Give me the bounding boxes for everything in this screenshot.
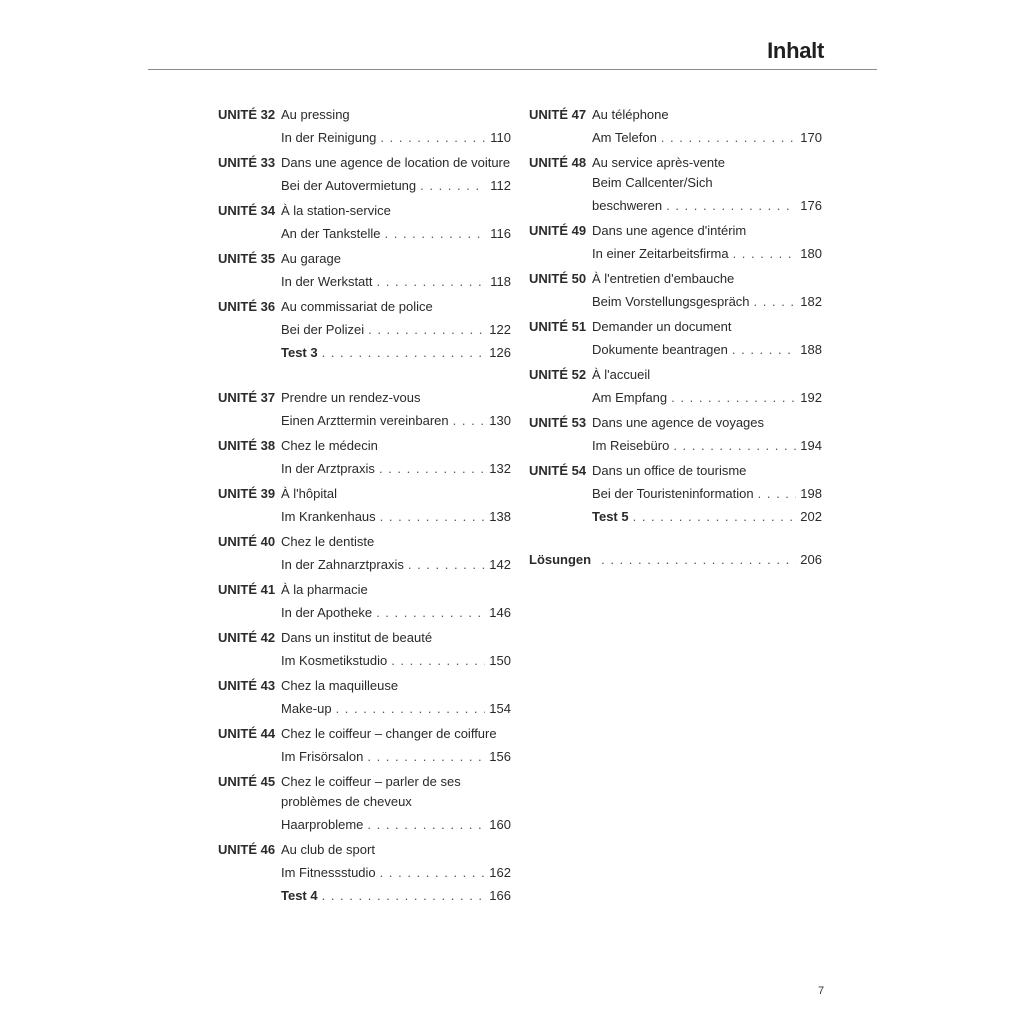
unit-heading[interactable] [218,482,511,504]
unit-number: UNITÉ 48 [529,155,587,170]
dot-leader [385,224,487,244]
toc-entry [218,482,511,527]
dot-leader [379,459,485,479]
toc-line[interactable] [529,196,822,216]
unit-title-fr: Dans une agence de voyages [592,415,765,430]
unit-number: UNITÉ 37 [218,390,276,405]
toc-line[interactable] [218,128,511,148]
unit-heading[interactable] [218,199,511,221]
test-title: Test 4 [281,888,318,903]
page-reference: 116 [490,226,511,241]
toc-entry [529,315,822,360]
unit-heading[interactable] [529,315,822,337]
unit-heading[interactable] [218,626,511,648]
dot-leader [732,340,796,360]
toc-column-left [218,103,511,906]
unit-title-fr: Au club de sport [281,842,375,857]
test-entry[interactable] [218,886,511,906]
toc-line[interactable] [529,484,822,504]
toc-entry [529,219,822,264]
page-reference: 154 [489,701,511,716]
dot-leader [368,320,485,340]
page-reference: 122 [489,322,511,337]
unit-heading[interactable] [218,434,511,456]
page-reference: 176 [800,198,822,213]
unit-title-fr: Chez la maquilleuse [281,678,399,693]
unit-number: UNITÉ 39 [218,486,276,501]
dot-leader [733,244,797,264]
toc-entry [218,838,511,906]
unit-title-de: Am Empfang [592,390,668,405]
unit-title-fr: À la pharmacie [281,582,368,597]
unit-heading[interactable] [529,151,822,173]
unit-title-de: Im Frisörsalon [281,749,364,764]
dot-leader [367,747,485,767]
page-reference: 192 [800,390,822,405]
toc-line[interactable] [218,320,511,340]
unit-title-de: In der Apotheke [281,605,373,620]
page-reference: 202 [800,509,822,524]
toc-line[interactable] [218,863,511,883]
unit-heading[interactable] [218,295,511,317]
dot-leader [673,436,796,456]
dot-leader [380,507,486,527]
page-reference: 112 [490,178,511,193]
unit-number: UNITÉ 33 [218,155,276,170]
unit-title-de: Dokumente beantragen [592,342,728,357]
test-entry[interactable] [218,343,511,363]
toc-entry [218,386,511,431]
toc-entry [529,151,822,216]
unit-number: UNITÉ 46 [218,842,276,857]
page-reference: 146 [489,605,511,620]
page-reference: 110 [490,130,511,145]
unit-heading[interactable] [218,247,511,269]
unit-title-de: Im Fitnessstudio [281,865,376,880]
toc-entry [529,267,822,312]
unit-title-fr: À l'hôpital [281,486,337,501]
page-reference: 194 [800,438,822,453]
unit-heading[interactable] [529,103,822,125]
unit-heading[interactable] [218,530,511,552]
unit-number: UNITÉ 53 [529,415,587,430]
unit-title-de: Im Krankenhaus [281,509,376,524]
unit-title-fr: Au garage [281,251,341,266]
dot-leader [380,128,486,148]
unit-number: UNITÉ 35 [218,251,276,266]
unit-number: UNITÉ 54 [529,463,587,478]
unit-title-fr: Chez le coiffeur – parler de ses problèmes de cheveux [281,774,461,809]
unit-number: UNITÉ 36 [218,299,276,314]
unit-heading[interactable] [529,411,822,433]
dot-leader [336,699,486,719]
unit-title-de: Haarprobleme [281,817,364,832]
unit-heading[interactable] [529,363,822,385]
unit-heading[interactable] [218,722,511,744]
toc-entry [218,151,511,196]
toc-line[interactable] [218,176,511,196]
dot-leader [377,272,487,292]
unit-title-de: Beim Vorstellungsgespräch [592,294,750,309]
unit-title-fr: À l'accueil [592,367,651,382]
unit-title-fr: Au commissariat de police [281,299,433,314]
toc-line[interactable] [529,244,822,264]
dot-leader [408,555,485,575]
toc-line[interactable] [218,272,511,292]
unit-heading[interactable] [218,386,511,408]
unit-heading[interactable] [218,578,511,600]
unit-title-de: In der Zahnarztpraxis [281,557,404,572]
unit-heading[interactable] [218,674,511,696]
page-number: 7 [818,985,825,997]
page-reference: 166 [489,888,511,903]
page-reference: 132 [489,461,511,476]
unit-number: UNITÉ 47 [529,107,587,122]
dot-leader [758,484,797,504]
unit-title-de: Im Reisebüro [592,438,670,453]
unit-title-fr: Chez le dentiste [281,534,375,549]
dot-leader [453,411,486,431]
unit-title-de: Im Kosmetikstudio [281,653,388,668]
unit-title-fr: Dans un institut de beauté [281,630,433,645]
dot-leader [754,292,797,312]
unit-heading[interactable] [218,151,511,173]
page-reference: 188 [800,342,822,357]
unit-number: UNITÉ 38 [218,438,276,453]
unit-number: UNITÉ 52 [529,367,587,382]
toc-line[interactable] [529,292,822,312]
solutions-entry[interactable] [529,550,822,570]
test-title: Test 5 [592,509,629,524]
toc-line[interactable] [218,651,511,671]
unit-title-de: Bei der Polizei [281,322,365,337]
unit-title-de: Make-up [281,701,332,716]
unit-heading[interactable] [529,219,822,241]
toc-column-right [529,103,822,570]
toc-entry [218,626,511,671]
unit-title-fr: Au téléphone [592,107,669,122]
unit-number: UNITÉ 34 [218,203,276,218]
toc-entry [218,770,511,835]
unit-title-de: beschweren [592,198,663,213]
dot-leader [322,886,486,906]
unit-title-fr: Dans une agence de location de voiture [281,155,511,170]
dot-leader [380,863,486,883]
unit-title-fr: Demander un document [592,319,732,334]
toc-entry [529,363,822,408]
unit-title-fr: Dans une agence d'intérim [592,223,747,238]
unit-number: UNITÉ 51 [529,319,587,334]
dot-leader [671,388,796,408]
toc-entry [218,530,511,575]
toc-entry [529,411,822,456]
page-reference: 206 [800,552,822,567]
page-reference: 156 [489,749,511,764]
unit-number: UNITÉ 49 [529,223,587,238]
unit-title-de: An der Tankstelle [281,226,381,241]
page-reference: 126 [489,345,511,360]
toc-line[interactable] [218,555,511,575]
unit-number: UNITÉ 43 [218,678,276,693]
unit-number: UNITÉ 50 [529,271,587,286]
toc-line[interactable] [529,340,822,360]
section-gap [218,363,511,386]
toc-line[interactable] [529,128,822,148]
toc-entry [529,103,822,148]
unit-title-de-line: Beim Callcenter/Sich [592,175,713,190]
unit-title-fr: Prendre un rendez-vous [281,390,421,405]
page-reference: 130 [489,413,511,428]
toc-line[interactable] [218,459,511,479]
unit-title-de: Am Telefon [592,130,657,145]
unit-number: UNITÉ 44 [218,726,276,741]
page-title: Inhalt [767,38,824,63]
toc-entry [218,247,511,292]
unit-number: UNITÉ 45 [218,774,276,789]
toc-line[interactable] [218,699,511,719]
toc-entry [218,674,511,719]
section-gap [529,527,822,550]
test-title: Test 3 [281,345,318,360]
unit-title-fr: Au pressing [281,107,350,122]
toc-line[interactable] [529,436,822,456]
dot-leader [391,651,485,671]
page-reference: 170 [800,130,822,145]
unit-number: UNITÉ 32 [218,107,276,122]
page-reference: 162 [489,865,511,880]
unit-title-fr: Au service après-vente [592,155,725,170]
dot-leader [666,196,796,216]
unit-title-fr: Dans un office de tourisme [592,463,747,478]
page-reference: 160 [489,817,511,832]
toc-entry [218,295,511,363]
dot-leader [367,815,485,835]
page-reference: 118 [490,274,511,289]
unit-heading[interactable] [529,267,822,289]
unit-title-de: In einer Zeitarbeitsfirma [592,246,729,261]
dot-leader [322,343,486,363]
toc-line[interactable] [218,815,511,835]
page-reference: 150 [489,653,511,668]
page-reference: 142 [489,557,511,572]
unit-title-de: Einen Arzttermin vereinbaren [281,413,449,428]
unit-number: UNITÉ 42 [218,630,276,645]
toc-entry [218,434,511,479]
unit-title-fr: À la station-service [281,203,391,218]
unit-title-de: Bei der Touristeninformation [592,486,754,501]
title-divider [148,69,877,70]
unit-title-de: Bei der Autovermietung [281,178,417,193]
toc-entry [218,103,511,148]
unit-heading[interactable] [218,770,511,812]
toc-line[interactable] [529,388,822,408]
page-reference: 180 [800,246,822,261]
unit-title-fr: À l'entretien d'embauche [592,271,735,286]
unit-heading[interactable] [218,838,511,860]
toc-entry [218,199,511,244]
page-reference: 198 [800,486,822,501]
unit-number: UNITÉ 40 [218,534,276,549]
toc-entry [529,459,822,527]
toc-line[interactable] [218,603,511,623]
unit-title-de: In der Reinigung [281,130,377,145]
dot-leader [633,507,797,527]
dot-leader [601,550,796,570]
solutions-label: Lösungen [529,552,592,567]
toc-line[interactable] [218,747,511,767]
unit-title-de: In der Werkstatt [281,274,373,289]
unit-heading[interactable] [529,459,822,481]
unit-title-fr: Chez le médecin [281,438,378,453]
unit-heading[interactable] [218,103,511,125]
toc-line[interactable] [218,411,511,431]
unit-title-fr: Chez le coiffeur – changer de coiffure [281,726,497,741]
toc-line[interactable] [218,224,511,244]
dot-leader [420,176,486,196]
page-reference: 182 [800,294,822,309]
toc-line[interactable] [218,507,511,527]
page-reference: 138 [489,509,511,524]
toc-entry [218,578,511,623]
unit-number: UNITÉ 41 [218,582,276,597]
test-entry[interactable] [529,507,822,527]
unit-title-de: In der Arztpraxis [281,461,375,476]
dot-leader [376,603,485,623]
toc-entry [218,722,511,767]
dot-leader [661,128,797,148]
